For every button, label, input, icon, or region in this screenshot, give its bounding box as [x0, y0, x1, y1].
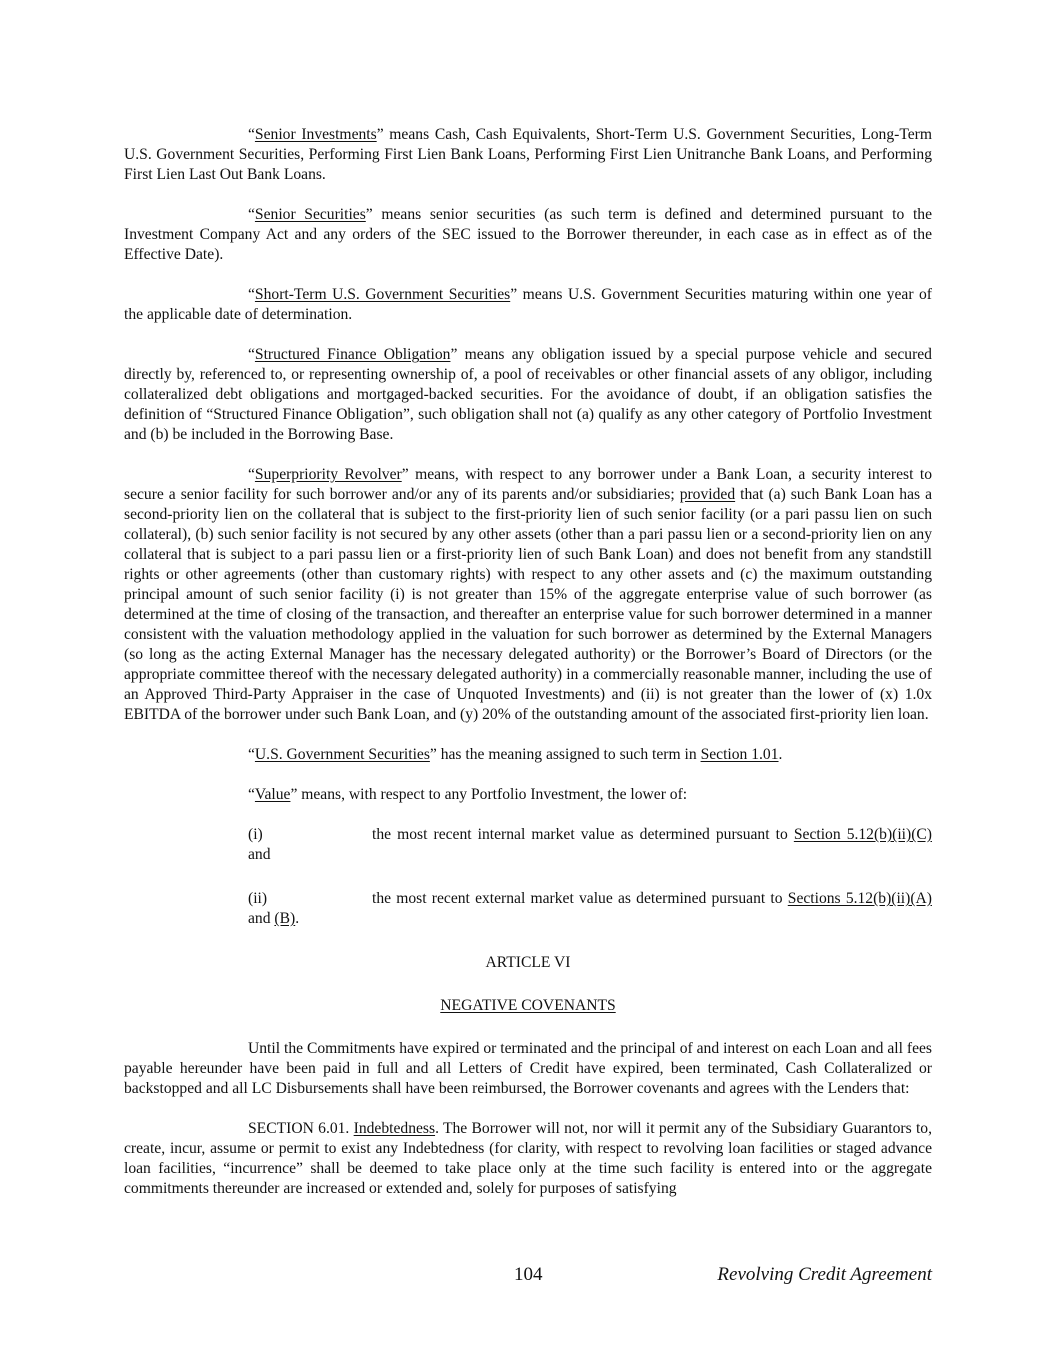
clause-number: (ii): [248, 890, 268, 907]
text-segment: ” has the meaning assigned to such term in: [429, 746, 701, 763]
defined-term: provided: [679, 486, 736, 503]
defined-term: (B): [274, 910, 296, 927]
section-6-01: [124, 1119, 932, 1199]
document-body: [124, 125, 932, 1219]
clause-number: (i): [248, 826, 263, 843]
defined-term: Section 5.12(b)(ii)(C): [793, 826, 932, 843]
definition-us-government-securities: [124, 745, 932, 765]
defined-term: Senior Investments: [254, 126, 377, 143]
article-heading: [124, 953, 932, 973]
text-segment: ” means, with respect to any Portfolio Investment, the lower of:: [290, 786, 688, 803]
definition-senior-securities: [124, 205, 932, 265]
text-segment: .: [295, 910, 300, 927]
definition-superpriority-revolver: [124, 465, 932, 725]
text-segment: that (a) such Bank Loan has a second-priority lien on the collateral that is subject to the first-priority lien of such senior facility (or a pari passu lien on such collateral), (b) such senior facility is not secured by any other assets (other than a pari passu lien or a second-priority lien on any collateral that is subject to a pari passu lien or a first-priority lien of such Bank Loan) and does not benefit from any standstill rights or other agreements (other than customary rights) with respect to any other assets and (c) the maximum outstanding principal amount of such senior facility (i) is not greater than 15% of the aggregate enterprise value of such borrower (as determined at the time of closing of the transaction, and thereafter an enterprise value for such borrower determined in a manner consistent with the valuation methodology applied in the valuation for such borrower as determined by the External Managers (so long as the acting External Manager has the necessary delegated authority) or the Borrower’s Board of Directors (or the appropriate committee thereof with the necessary delegated authority) in a commercially reasonable manner, including the use of an Approved Third-Party Appraiser in the case of Unquoted Investments) and (ii) is not greater than the lower of (x) 1.0x EBITDA of the borrower under such Bank Loan, and (y) 20% of the outstanding amount of the associated first-priority lien loan.: [124, 486, 932, 723]
definition-value: [124, 785, 932, 805]
definition-structured-finance-obligation: [124, 345, 932, 445]
defined-term: Indebtedness: [353, 1120, 436, 1137]
page-number: 104: [514, 1264, 543, 1285]
text-segment: “: [248, 286, 255, 303]
text-segment: “: [248, 206, 255, 223]
value-clause-i: [248, 825, 932, 865]
negative-covenants-intro: [124, 1039, 932, 1099]
text-segment: the most recent internal market value as determined pursuant to: [372, 826, 794, 843]
defined-term: Section 1.01: [700, 746, 779, 763]
text-segment: “: [248, 346, 255, 363]
defined-term: Value: [254, 786, 291, 803]
defined-term: Superpriority Revolver: [254, 466, 402, 483]
defined-term: Short-Term U.S. Government Securities: [254, 286, 511, 303]
text-segment: “: [248, 786, 255, 803]
text-segment: ” means Cash, Cash Equivalents, Short-Term U.S. Government Securities, Long-Term U.S. Government Securities, Performing First Lien Bank Loans, Performing First Lien Unitranche Bank Loans, and Performing First Lien Last Out Bank Loans.: [124, 126, 933, 183]
text-segment: “: [248, 746, 255, 763]
text-segment: the most recent external market value as determined pursuant to: [372, 890, 788, 907]
text-segment: ” means any obligation issued by a special purpose vehicle and secured directly by, referenced to, or representing ownership of, a pool of receivables or other financial assets of any obligor, including collateralized debt obligations and mortgaged-backed securities. For the avoidance of doubt, if an obligation satisfies the definition of “Structured Finance Obligation”, such obligation shall not (a) qualify as any other category of Portfolio Investment and (b) be included in the Borrowing Base.: [124, 346, 932, 443]
text-segment: ” means U.S. Government Securities maturing within one year of the applicable date of determination.: [124, 286, 932, 323]
text-segment: and: [248, 910, 275, 927]
text-segment: . The Borrower will not, nor will it permit any of the Subsidiary Guarantors to, create, incur, assume or permit to exist any Indebtedness (for clarity, with respect to revolving loan facilities or staged advance loan facilities, “incurrence” shall be deemed to take place only at the time such facility is entered into or the aggregate commitments thereunder are increased or extended and, solely for purposes of satisfying: [124, 1120, 933, 1197]
text-segment: ” means, with respect to any borrower under a Bank Loan, a security interest to secure a senior facility for such borrower and/or any of its parents and/or subsidiaries;: [124, 466, 932, 503]
text-segment: Until the Commitments have expired or terminated and the principal of and interest on each Loan and all fees payable hereunder have been paid in full and all Letters of Credit have expired, been terminated, Cash Collateralized or backstopped and all LC Disbursements shall have been reimbursed, the Borrower covenants and agrees with the Lenders that:: [124, 1040, 932, 1097]
defined-term: NEGATIVE COVENANTS: [440, 997, 616, 1014]
text-segment: “: [248, 466, 255, 483]
document-title: Revolving Credit Agreement: [717, 1264, 932, 1285]
text-segment: ” means senior securities (as such term is defined and determined pursuant to the Investment Company Act and any orders of the SEC issued to the Borrower thereunder, in each case as in effect as of the Effective Date).: [124, 206, 932, 263]
defined-term: Structured Finance Obligation: [254, 346, 451, 363]
text-segment: .: [778, 746, 783, 763]
value-clause-ii: [248, 889, 932, 929]
text-segment: ARTICLE VI: [485, 954, 571, 971]
defined-term: Senior Securities: [254, 206, 366, 223]
defined-term: U.S. Government Securities: [254, 746, 430, 763]
definition-short-term-us-government-securities: [124, 285, 932, 325]
defined-term: Sections 5.12(b)(ii)(A): [787, 890, 932, 907]
text-segment: and: [248, 846, 271, 863]
text-segment: SECTION 6.01.: [248, 1120, 354, 1137]
text-segment: “: [248, 126, 255, 143]
definition-senior-investments: [124, 125, 932, 185]
article-title: [124, 996, 932, 1016]
